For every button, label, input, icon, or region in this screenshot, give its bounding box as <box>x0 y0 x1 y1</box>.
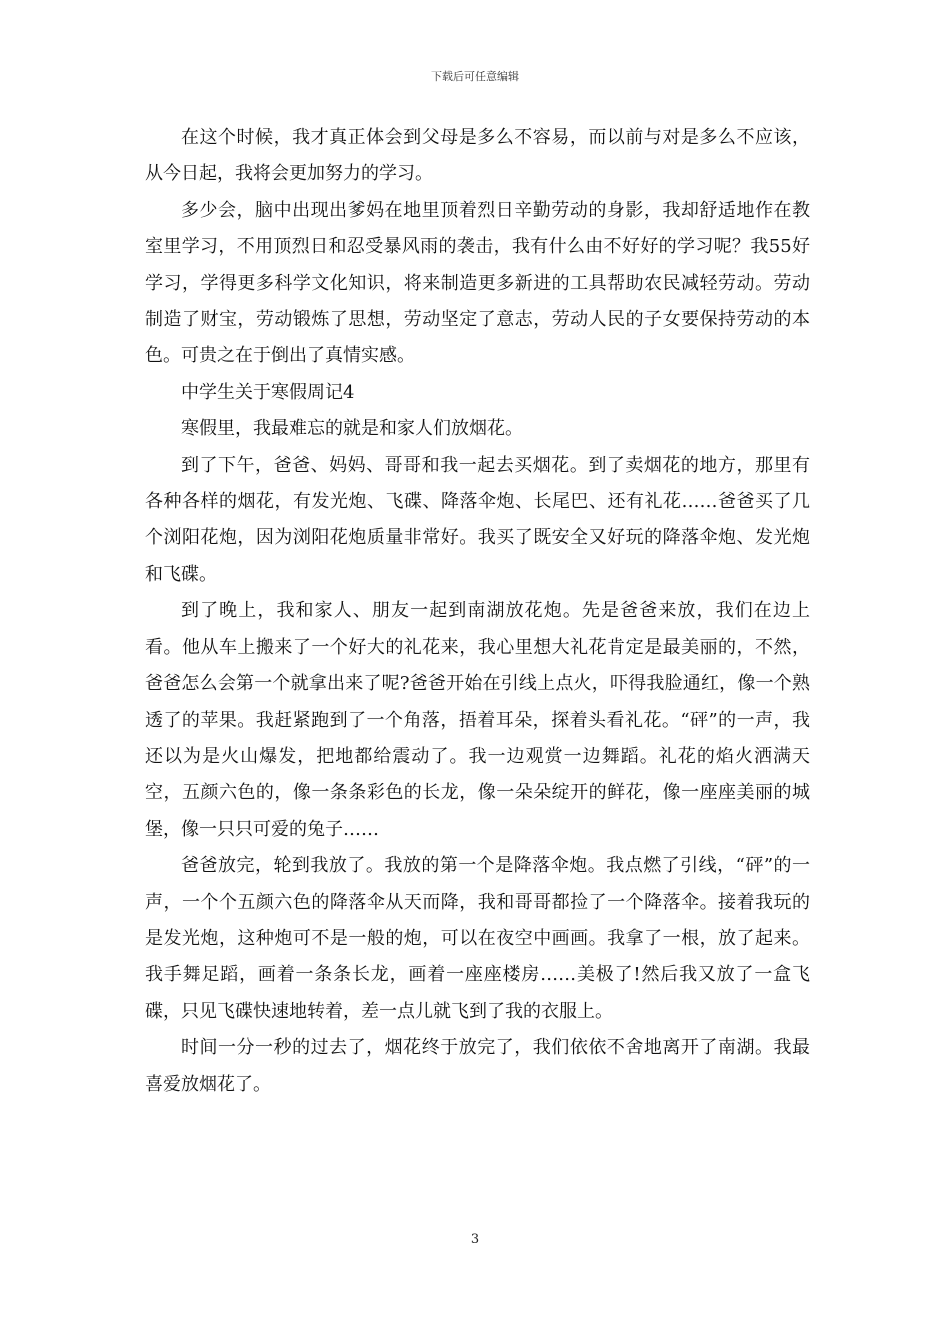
page-number: 3 <box>470 1232 480 1247</box>
paragraph: 在这个时候，我才真正体会到父母是多么不容易，而以前与对是多么不应该，从今日起，我将会更加努力的学习。 <box>145 127 810 185</box>
paragraph: 爸爸放完，轮到我放了。我放的第一个是降落伞炮。我点燃了引线，“砰”的一声，一个个五颜六色的降落伞从天而降，我和哥哥都捡了一个降落伞。接着我玩的是发光炮，这种炮可不是一般的炮，可以在夜空中画画。我拿了一根，放了起来。我手舞足蹈，画着一条条长龙，画着一座座楼房……美极了!然后我又放了一盒飞碟，只见飞碟快速地转着，差一点儿就飞到了我的衣服上。 <box>145 855 810 1022</box>
paragraph: 多少会，脑中出现出爹妈在地里顶着烈日辛勤劳动的身影，我却舒适地作在教室里学习，不用顶烈日和忍受暴风雨的袭击，我有什么由不好好的学习呢？我55好学习，学得更多科学文化知识，将来制造更多新进的工具帮助农民减轻劳动。劳动制造了财宝，劳动锻炼了思想，劳动坚定了意志，劳动人民的子女要保持劳动的本色。可贵之在于倒出了真情实感。 <box>145 199 810 367</box>
document-body <box>145 120 810 1103</box>
paragraph: 寒假里，我最难忘的就是和家人们放烟花。 <box>181 418 523 440</box>
paragraph: 到了晚上，我和家人、朋友一起到南湖放花炮。先是爸爸来放，我们在边上看。他从车上搬来了一个好大的礼花来，我心里想大礼花肯定是最美丽的，不然，爸爸怎么会第一个就拿出来了呢?爸爸开始在引线上点火，吓得我脸通红，像一个熟透了的苹果。我赶紧跑到了一个角落，捂着耳朵，探着头看礼花。“砰”的一声，我还以为是火山爆发，把地都给震动了。我一边观赏一边舞蹈。礼花的焰火洒满天空，五颜六色的，像一条条彩色的长龙，像一朵朵绽开的鲜花，像一座座美丽的城堡，像一只只可爱的兔子…… <box>145 600 810 840</box>
page-header: 下载后可任意编辑 <box>431 70 519 83</box>
section-heading: 中学生关于寒假周记4 <box>181 381 355 403</box>
paragraph: 时间一分一秒的过去了，烟花终于放完了，我们依依不舍地离开了南湖。我最喜爱放烟花了。 <box>145 1037 810 1095</box>
paragraph: 到了下午，爸爸、妈妈、哥哥和我一起去买烟花。到了卖烟花的地方，那里有各种各样的烟花，有发光炮、飞碟、降落伞炮、长尾巴、还有礼花……爸爸买了几个浏阳花炮，因为浏阳花炮质量非常好。我买了既安全又好玩的降落伞炮、发光炮和飞碟。 <box>145 454 810 585</box>
